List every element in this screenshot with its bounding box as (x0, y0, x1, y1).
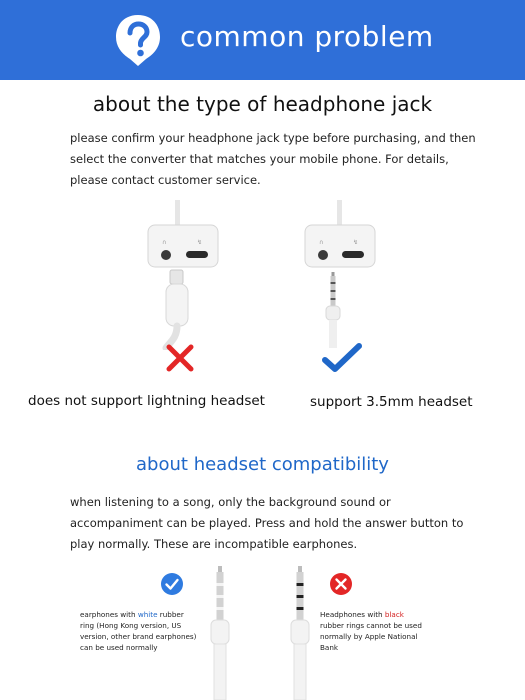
white-ring-note-pre: earphones with (80, 610, 138, 619)
question-bubble-icon (110, 12, 166, 68)
adapter-lightning-illustration (140, 200, 240, 350)
white-ring-note-highlight: white (137, 610, 158, 619)
check-circle-icon (160, 572, 184, 596)
compatibility-description: when listening to a song, only the background sound or accompaniment can be played. Press and hold the answer button to play normally. These are incompatible earphones. (70, 495, 464, 551)
svg-text:↯: ↯ (353, 239, 359, 246)
svg-text:∩: ∩ (319, 239, 324, 246)
header-banner (0, 0, 525, 80)
cross-icon (165, 343, 195, 373)
section-heading-compatibility: about headset compatibility (136, 454, 389, 475)
jack-type-description: please confirm your headphone jack type before purchasing, and then select the converter that matches your mobile phone. For details, please contact customer service. (70, 131, 476, 187)
white-ring-earphone-plug (205, 566, 235, 700)
white-ring-note (80, 609, 200, 653)
banner-title: common problem (180, 20, 434, 53)
black-ring-earphone-plug (285, 566, 315, 700)
caption-supported: support 3.5mm headset (310, 394, 473, 410)
caption-not-supported: does not support lightning headset (28, 393, 265, 409)
black-ring-note-post: rubber rings cannot be used normally by Apple National Bank (320, 621, 422, 652)
adapter-35mm-illustration (295, 200, 395, 350)
section-heading-jack-type: about the type of headphone jack (92, 92, 433, 116)
svg-text:∩: ∩ (162, 239, 167, 246)
cross-circle-icon (329, 572, 353, 596)
black-ring-note-highlight: black (384, 610, 404, 619)
white-ring-note-post: rubber ring (Hong Kong version, US version, other brand earphones) can be used normally (80, 610, 197, 652)
check-icon (322, 342, 362, 374)
black-ring-note-pre: Headphones with (320, 610, 385, 619)
svg-text:↯: ↯ (197, 239, 203, 246)
black-ring-note (320, 609, 430, 653)
